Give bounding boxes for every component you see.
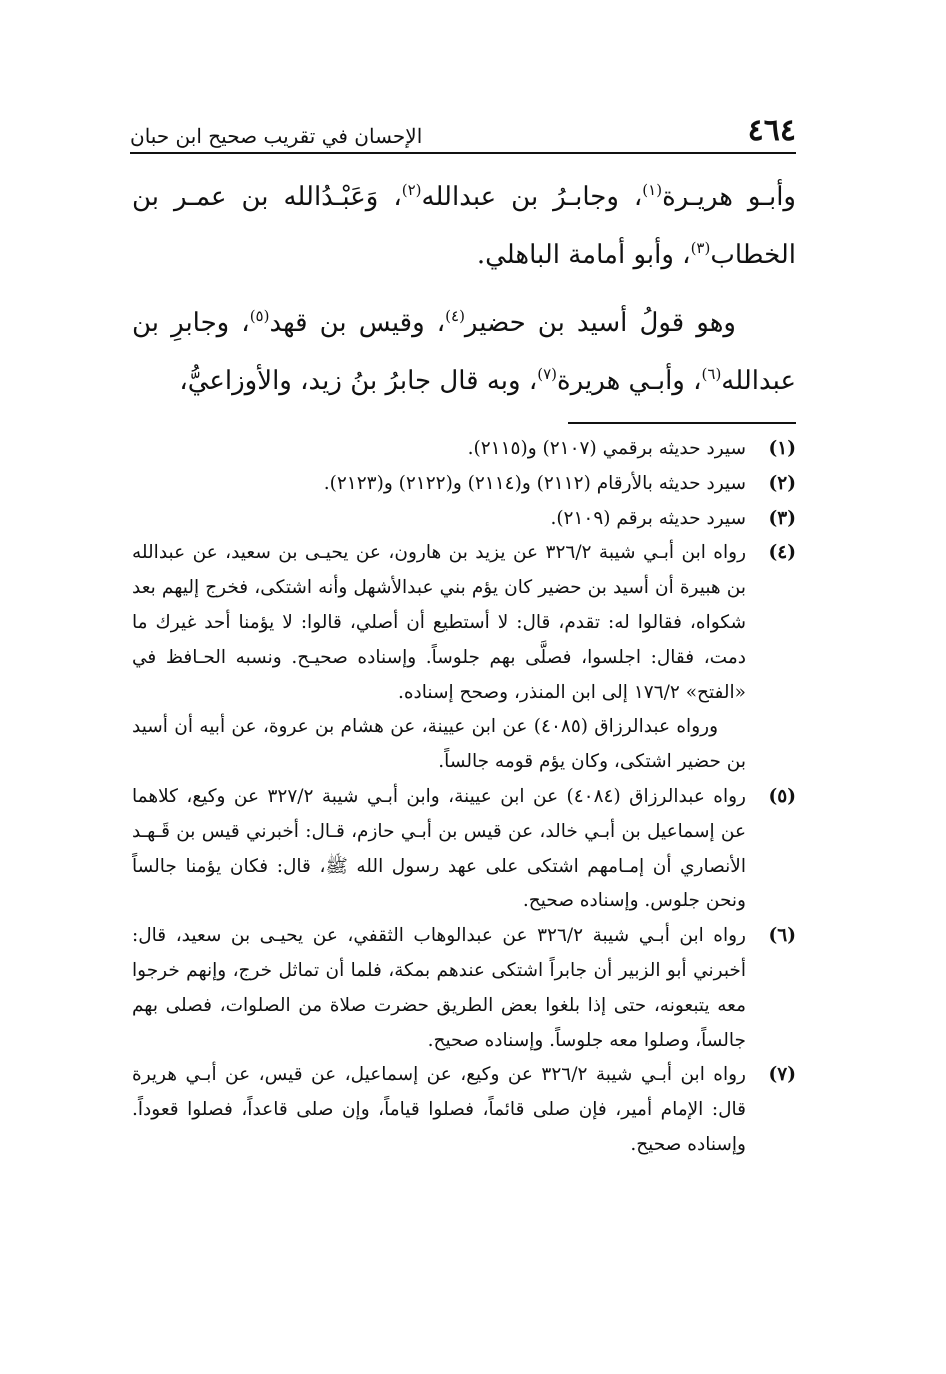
footnote-text: رواه ابن أبـي شيبة ٣٢٦/٢ عن وكيع، عن إسماعيل، عن قيس، عن أبـي هريرة قال: الإمام أمير، فإن صلى قائماً، فصلوا قياماً، وإن صلى قاعداً، فصلوا قعوداً. وإسناده صحيح. [132, 1064, 746, 1155]
footnote-7 [132, 1058, 796, 1162]
text-run: ، وأبو أمامة الباهلي. [476, 240, 691, 270]
footnote-ref-1: (١) [642, 181, 663, 199]
footnote-separator [568, 422, 796, 424]
footnote-ref-2: (٢) [401, 181, 422, 199]
footnote-3 [132, 502, 796, 537]
footnote-ref-4: (٤) [445, 307, 465, 325]
footnote-4-continuation: ورواه عبدالرزاق (٤٠٨٥) عن ابن عيينة، عن هشام بن عروة، عن أبيه أن أسيد بن حضير اشتكى، وكان يؤم قومه جالساً. [132, 716, 746, 773]
footnote-number: (١) [768, 438, 796, 459]
text-run: وهو قولُ أسيد بن حضير [464, 308, 736, 338]
footnote-1 [132, 432, 796, 467]
footnotes [132, 432, 796, 1163]
footnote-text: سيرد حديثه برقمي (٢١٠٧) و(٢١١٥). [467, 438, 746, 459]
footnote-ref-6: (٦) [701, 365, 722, 383]
footnote-text: سيرد حديثه بالأرقام (٢١١٢) و(٢١١٤) و(٢١٢٢) و(٢١٢٣). [323, 472, 746, 494]
text-run: ، وبه قال جابرُ بنُ زيد، والأوزاعيُّ، [179, 366, 538, 396]
page-number: ٤٦٤ [747, 113, 796, 148]
text-run: ، وقيس بن قهد [269, 308, 446, 338]
text-run: وأبـو هريـرة [662, 182, 796, 212]
paragraph-1 [132, 168, 796, 284]
footnote-6 [132, 919, 796, 1058]
footnote-2 [132, 467, 796, 502]
footnote-text: سيرد حديثه برقم (٢١٠٩). [550, 507, 746, 529]
text-run: ، وجابـرُ بن عبدالله [421, 182, 643, 212]
footnote-ref-7: (٧) [537, 365, 558, 383]
footnote-ref-3: (٣) [690, 239, 711, 257]
footnote-number: (٢) [768, 472, 796, 494]
text-run: ، وأبـي هريرة [557, 366, 702, 396]
footnote-number: (٥) [768, 785, 796, 807]
footnote-text: رواه ابن أبـي شيبة ٣٢٦/٢ عن عبدالوهاب الثقفي، عن يحيـى بن سعيد، قال: أخبرني أبو الزبير أن جابراً اشتكى عندهم بمكة، فلما أن تماثل خرج، وإنهم خرجوا معه يتبعونه، حتى إذا بلغوا بعض الطريق حضرت صلاة من الصلوات، فصلى بهم جالساً، وصلوا معه جلوساً. وإسناده صحيح. [132, 925, 746, 1051]
footnote-number: (٣) [768, 507, 796, 529]
footnote-ref-5: (٥) [249, 307, 270, 325]
footnote-number: (٤) [768, 542, 796, 564]
footnote-text: رواه عبدالرزاق (٤٠٨٤) عن ابن عيينة، وابن أبـي شيبة ٣٢٧/٢ عن وكيع، كلاهما عن إسماعيل بن أبـي خالد، عن قيس بن أبـي حازم، قـال: أخبرني قيس بن قَـهـد الأنصاري أن إمـامهم اشتكى على عهد رسول الله ﷺ، قال: فكان يؤمنا جالساً ونحن جلوس. وإسناده صحيح. [132, 785, 746, 912]
text-run: ، وجابرِ بن عبدالله [132, 308, 796, 396]
text-run: ، وَعَبْـدُالله بن عمـر بن الخطاب [132, 182, 796, 270]
footnote-text: رواه ابن أبـي شيبة ٣٢٦/٢ عن يزيد بن هارون، عن يحيـى بن سعيد، عن عبدالله بن هبيرة أن أسيد بن حضير كان يؤم بني عبدالأشهل وأنه اشتكى، فخرج إليهم بعد شكواه، فقالوا له: تقدم، قال: لا أستطيع أن أصلي، قالوا: لا يؤمنا أحد غيرك ما دمت، فقال: اجلسوا، فصلَّى بهم جلوساً. وإسناده صحيـح. ونسبه الحـافظ في «الفتح» ١٧٦/٢ إلى ابن المنذر، وصحح إسناده. [132, 542, 746, 703]
footnote-4 [132, 536, 796, 710]
paragraph-2 [132, 294, 796, 410]
footnote-number: (٦) [768, 925, 796, 947]
book-title: الإحسان في تقريب صحيح ابن حبان [130, 124, 423, 148]
footnote-5 [132, 780, 796, 919]
footnote-number: (٧) [768, 1064, 796, 1086]
main-text [132, 168, 796, 410]
running-header [130, 110, 796, 154]
